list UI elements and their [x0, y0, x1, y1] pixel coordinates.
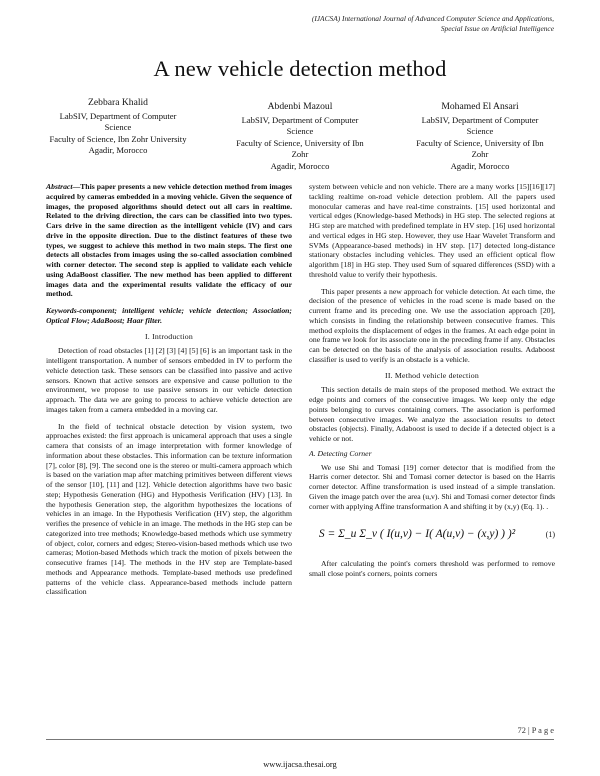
equation-number: (1)	[545, 530, 555, 540]
method-paragraph-1: This section details de main steps of the proposed method. We extract the edge points and corners of the consecutive images. We keep only the edge points belonging to curves containing corners. The association is performed between consecutive images. We analyze the association results to detect obstacles (objects). Finally, Adaboost is used to decide if a detected object is a vehicle or not.	[309, 385, 555, 443]
author-affiliation-line: Agadir, Morocco	[88, 145, 148, 155]
author-affiliation-line: Agadir, Morocco	[270, 160, 330, 171]
section-heading-method: II. Method vehicle detection	[385, 370, 479, 380]
right-column	[309, 182, 555, 579]
author-block-1	[44, 97, 192, 157]
author-affiliation-line: Faculty of Science, University of Ibn	[416, 137, 544, 148]
abstract	[46, 182, 292, 299]
author-affiliation-line: Faculty of Science, University of Ibn	[236, 137, 364, 148]
author-affiliation-line: Faculty of Science, Ibn Zohr University	[49, 133, 187, 144]
author-name: Mohamed El Ansari	[441, 101, 519, 112]
corner-paragraph-1: We use Shi and Tomasi [19] corner detector that is modified from the Harris corner detector. Shi and Tomasi corner detector is based on the Harris corner detector. Affine transformation is used instead of a simple translation. Given the image patch over the area (u,v). Shi and Tomasi corner detector finds corner with applying Affine transformation A and shifting it by (x,y) (Eq. 1). .	[309, 462, 555, 511]
author-block-3	[402, 101, 558, 172]
corner-paragraph-2: After calculating the point's corners threshold was performed to remove small close point's corners, points corners	[309, 559, 555, 578]
intro-paragraph-1: Detection of road obstacles [1] [2] [3] [4] [5] [6] is an important task in the intelligent transportation. A number of sensors embedded in IV to perform the vehicle detection task. These sensors can be classified into passive and active sensors. Known that active sensors are expensive and cause pollution to the environment, we propose to use passive sensors in our vehicle detection approach. The data we are going to process to achieve vehicle detection are images taken from a camera embedded in a moving car.	[46, 346, 292, 414]
footer-divider	[46, 739, 554, 740]
abstract-label: Abstract	[46, 182, 73, 191]
journal-header-line1: (IJACSA) International Journal of Advanced Computer Science and Applications,	[311, 14, 554, 23]
section-heading-introduction: I. Introduction	[144, 331, 194, 341]
equation-formula: S = Σ_u Σ_v ( I(u,v) − I( A(u,v) − (x,y) ) )²	[318, 528, 516, 541]
author-affiliation-line: LabSIV, Department of Computer	[241, 114, 359, 125]
author-affiliation-line: Agadir, Morocco	[450, 160, 510, 171]
author-block-2	[226, 101, 374, 172]
author-name: Zebbara Khalid	[88, 97, 148, 108]
journal-header-line2: Special Issue on Artificial Intelligence	[440, 24, 554, 33]
keywords: Keywords-component; intelligent vehicle; vehicle detection; Association; Optical Flow; AdaBoost; Haar filter.	[46, 306, 292, 325]
subsection-heading-detecting-corner: A. Detecting Corner	[309, 448, 372, 458]
author-affiliation-line: LabSIV, Department of Computer	[59, 110, 177, 121]
page-number: 72 | P a g e	[517, 726, 554, 735]
author-affiliation-line: Zohr	[471, 149, 489, 159]
journal-header	[134, 14, 554, 34]
intro-paragraph-4: This paper presents a new approach for vehicle detection. At each time, the decision of the presence of vehicles in the road scene is made based on the current frame and its preceding one. We use the association approach [20], which consists in finding the relationship between consecutive frames. This method exploits the displacement of edges in the frames. At each edge point in one frame we look for its associate one in the preceding frame if any. Obstacles can be detected on the basis of the analysis of association results. Adaboost classifier is used to verify is an obstacle is a vehicle.	[309, 286, 555, 364]
left-column	[46, 182, 292, 597]
paper-title: A new vehicle detection method	[153, 56, 447, 81]
intro-paragraph-2: In the field of technical obstacle detection by vision system, two approaches existed: the first approach is unicameral approach that uses a single camera that consists of an image interpretation with former knowledge of information about these obstacles. This information can be texture information [7], color [8], [9]. The second one is the stereo or multi-camera approach which is based on the variation map after matching primitives between different views of the sensor [10], [11] and [12]. Vehicle detection algorithms have two basic step; Hypothesis Generation (HG) and Hypothesis Verification (HV) [13]. In the hypothesis Generation step, the algorithm hypothesizes the locations of vehicles in an image. In the Hypothesis Verification (HV) step, the algorithm verifies the presence of vehicle in an image. The methods in the HG step can be categorized into tree methods; Knowledge-based methods which use symmetry of object, color, corners and edges; Stereo-vision-based methods which use two cameras; Motion-based Methods which track the motion of pixels between the consecutive frames [14]. The methods in the HV step are Template-based methods and Appearance methods. Template-based methods use predefined patterns of the vehicle class. Appearance-based methods include pattern classification	[46, 421, 292, 597]
author-name: Abdenbi Mazoul	[267, 101, 333, 112]
author-affiliation-line: LabSIV, Department of Computer	[421, 114, 539, 125]
equation-1	[309, 513, 555, 557]
author-affiliation-line: Zohr	[291, 149, 309, 159]
author-affiliation-line: Science	[286, 126, 314, 136]
journal-url: www.ijacsa.thesai.org	[263, 760, 337, 769]
intro-paragraph-3: system between vehicle and non vehicle. There are a many works [15][16][17] tackling realtime on-road vehicle detection problem. All the papers used monocular cameras and have real-time constraints. [15] used horizontal and vertical edges (Knowledge-based Methods) in HG step. The selected regions at HG step are matched with predefined template in HV step. [16] used horizontal and vertical edges in HG step. However, they use Haar Wavelet Transform and SVMs (Appearance-based methods) in HV step. [17] detected long-distance stationary obstacles including vehicles. They used an efficient optical flow algorithm [18] in HG step. They used Sum of squared differences (SSD) with a threshold value to verify their hypothesis.	[309, 182, 555, 279]
abstract-text: —This paper presents a new vehicle detection method from images acquired by cameras embedded in a moving vehicle. Given the sequence of images, the proposed algorithms should detect out all cars in realtime. Related to the driving direction, the cars can be classified into two types. Cars drive in the same direction as the intelligent vehicle (IV) and cars drive in the opposite direction. Due to the distinct features of these two types, we suggest to achieve this method in two main steps. The first one detects all obstacles from images using the so-called association combined with corner detector. The second step is applied to validate each vehicle using AdaBoost classifier. The new method has been applied to different images data and the experimental results validate the efficacy of our method.	[46, 182, 292, 299]
author-affiliation-line: Science	[466, 126, 494, 136]
author-affiliation-line: Science	[104, 122, 132, 132]
